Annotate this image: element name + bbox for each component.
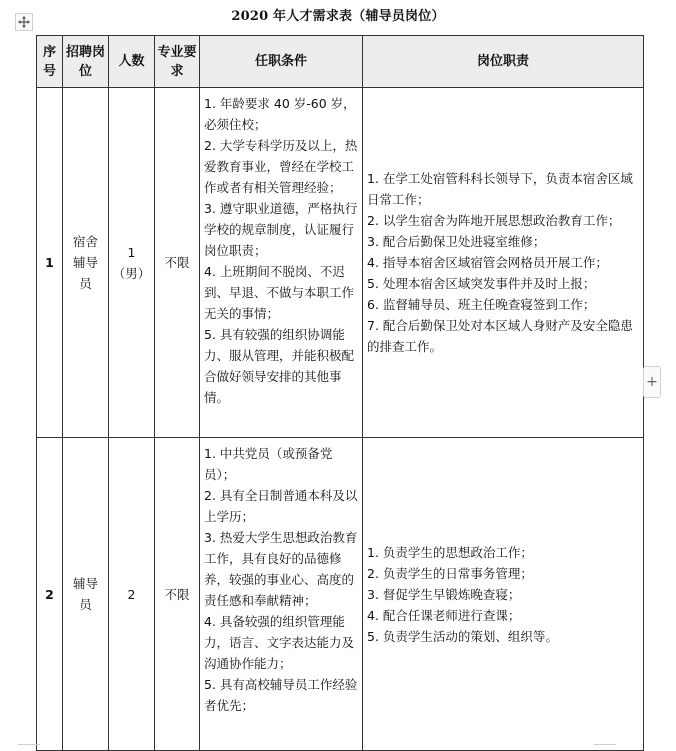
requirement-item: 1. 年龄要求 40 岁-60 岁，必须住校； — [204, 96, 356, 132]
duty-item: 5. 负责学生活动的策划、组织等。 — [367, 628, 558, 644]
document-title: 2020 年人才需求表（辅导员岗位） — [231, 9, 445, 24]
requirement-item: 4. 具备较强的组织管理能力，语言、文字表达能力及沟通协作能力； — [204, 614, 355, 671]
requirement-item: 2. 具有全日制普通本科及以上学历； — [204, 488, 358, 524]
row-major: 不限 — [155, 438, 200, 751]
row-duties — [363, 88, 644, 438]
table-header-row — [37, 36, 644, 88]
requirement-item: 1. 中共党员（或预备党员）； — [204, 446, 333, 482]
row-requirements — [200, 88, 363, 438]
duty-item: 5. 处理本宿舍区域突发事件并及时上报； — [367, 276, 596, 291]
row-requirements — [200, 438, 363, 751]
duty-item: 3. 配合后勤保卫处进寝室维修； — [367, 234, 546, 249]
row-major: 不限 — [155, 88, 200, 438]
count-value: 2 — [127, 586, 136, 602]
requirement-item: 3. 遵守职业道德，严格执行学校的规章制度，认证履行岗位职责； — [204, 201, 358, 258]
add-column-button[interactable] — [643, 366, 661, 398]
requirement-item: 2. 大学专科学历及以上，热爱教育事业，曾经在学校工作或者有相关管理经验； — [204, 138, 358, 195]
count-value: 1 — [127, 244, 136, 260]
talent-demand-table — [36, 35, 644, 751]
row-position — [63, 88, 109, 438]
duty-item: 4. 配合任课老师进行查课； — [367, 607, 521, 623]
duty-item: 1. 在学工处宿管科科长领导下，负责本宿舍区域日常工作； — [367, 171, 633, 207]
row-count — [109, 438, 155, 751]
plus-icon: + — [646, 374, 658, 390]
duty-item: 6. 监督辅导员、班主任晚查寝签到工作； — [367, 297, 596, 312]
duty-item: 4. 指导本宿舍区域宿管会网格员开展工作； — [367, 255, 608, 270]
table-row — [37, 438, 644, 751]
row-index: 1 — [37, 88, 63, 438]
duty-item: 2. 负责学生的日常事务管理； — [367, 565, 533, 581]
header-index: 序号 — [37, 36, 63, 88]
duty-item: 7. 配合后勤保卫处对本区域人身财产及安全隐患的排查工作。 — [367, 318, 633, 354]
duty-item: 2. 以学生宿舍为阵地开展思想政治教育工作； — [367, 213, 621, 228]
requirement-item: 4. 上班期间不脱岗、不迟到、早退、不做与本职工作无关的事情； — [204, 264, 355, 321]
header-major: 专业要求 — [155, 36, 200, 88]
position-text: 宿舍辅导员 — [72, 234, 98, 291]
count-note: （男） — [112, 265, 151, 281]
header-requirements: 任职条件 — [200, 36, 363, 88]
duty-item: 3. 督促学生早锻炼晚查寝； — [367, 586, 521, 602]
requirement-item: 5. 具有较强的组织协调能力、服从管理，并能积极配合做好领导安排的其他事情。 — [204, 327, 355, 405]
table-row — [37, 88, 644, 438]
row-duties — [363, 438, 644, 751]
header-duties: 岗位职责 — [363, 36, 644, 88]
row-position — [63, 438, 109, 751]
row-index: 2 — [37, 438, 63, 751]
header-count: 人数 — [109, 36, 155, 88]
duty-item: 1. 负责学生的思想政治工作； — [367, 544, 533, 560]
row-count — [109, 88, 155, 438]
position-text: 辅导员 — [72, 576, 98, 612]
requirement-item: 5. 具有高校辅导员工作经验者优先； — [204, 677, 358, 713]
requirement-item: 3. 热爱大学生思想政治教育工作，具有良好的品德修养，较强的事业心、高度的责任感和奉献精神； — [204, 530, 358, 608]
header-position: 招聘岗位 — [63, 36, 109, 88]
